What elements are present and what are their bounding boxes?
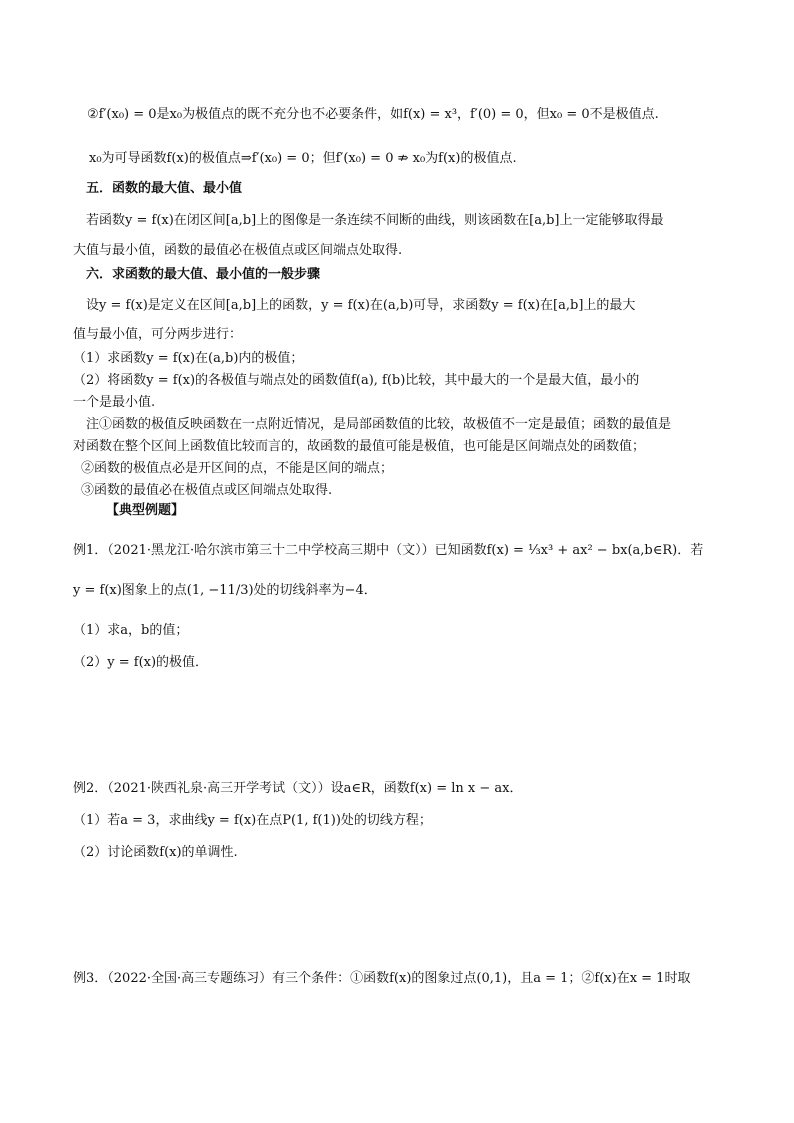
example-1-line: y = f(x)图象上的点(1, −11/3)处的切线斜率为−4． (73, 583, 377, 598)
example-1-item: （1）求a，b的值； (73, 623, 189, 638)
typical-examples-heading: 【典型例题】 (106, 503, 185, 518)
example-1-line: 例1．（2021·黑龙江·哈尔滨市第三十二中学校高三期中（文））已知函数f(x) = ⅓x³ + ax² − bx(a,b∈R)．若 (73, 543, 704, 558)
text-line: 一个是最小值. (73, 395, 156, 410)
example-3-line: 例3．（2022·全国·高三专题练习）有三个条件：①函数f(x)的图象过点(0,1)，且a = 1；②f(x)在x = 1时取 (73, 971, 691, 986)
text-line: 大值与最小值，函数的最值必在极值点或区间端点处取得. (73, 243, 403, 258)
text-line: 若函数y = f(x)在闭区间[a,b]上的图像是一条连续不间断的曲线，则该函数在[a,b]上一定能够取得最 (86, 213, 664, 228)
text-line: （1）求函数y = f(x)在(a,b)内的极值； (73, 351, 304, 366)
text-line: （2）将函数y = f(x)的各极值与端点处的函数值f(a), f(b)比较，其中最大的一个是最大值，最小的 (73, 373, 640, 388)
section-heading: 五．函数的最大值、最小值 (86, 181, 243, 196)
example-2-line: 例2．（2021·陕西礼泉·高三开学考试（文））设a∈R，函数f(x) = ln x − ax． (73, 781, 523, 796)
text-line: ③函数的最值必在极值点或区间端点处取得. (81, 483, 333, 498)
text-line: ②函数的极值点必是开区间的点，不能是区间的端点； (81, 461, 394, 476)
example-1-item: （2）y = f(x)的极值． (73, 655, 209, 670)
text-line: 设y = f(x)是定义在区间[a,b]上的函数，y = f(x)在(a,b)可导，求函数y = f(x)在[a,b]上的最大 (86, 298, 636, 313)
text-line: x₀为可导函数f(x)的极值点⇒f′(x₀) = 0；但f′(x₀) = 0 ⇏ x₀为f(x)的极值点. (89, 151, 517, 166)
section-heading: 六．求函数的最大值、最小值的一般步骤 (86, 267, 321, 282)
text-line: 值与最小值，可分两步进行： (73, 327, 243, 342)
text-line: ②f′(x₀) = 0是x₀为极值点的既不充分也不必要条件，如f(x) = x³，f′(0) = 0，但x₀ = 0不是极值点. (87, 107, 659, 122)
example-2-item: （2）讨论函数f(x)的单调性. (73, 845, 238, 860)
example-2-item: （1）若a = 3，求曲线y = f(x)在点P(1, f(1))处的切线方程； (73, 813, 432, 828)
text-line: 注①函数的极值反映函数在一点附近情况，是局部函数值的比较，故极值不一定是最值；函数的最值是 (86, 417, 672, 432)
text-line: 对函数在整个区间上函数值比较而言的，故函数的最值可能是极值，也可能是区间端点处的函数值； (73, 439, 646, 454)
